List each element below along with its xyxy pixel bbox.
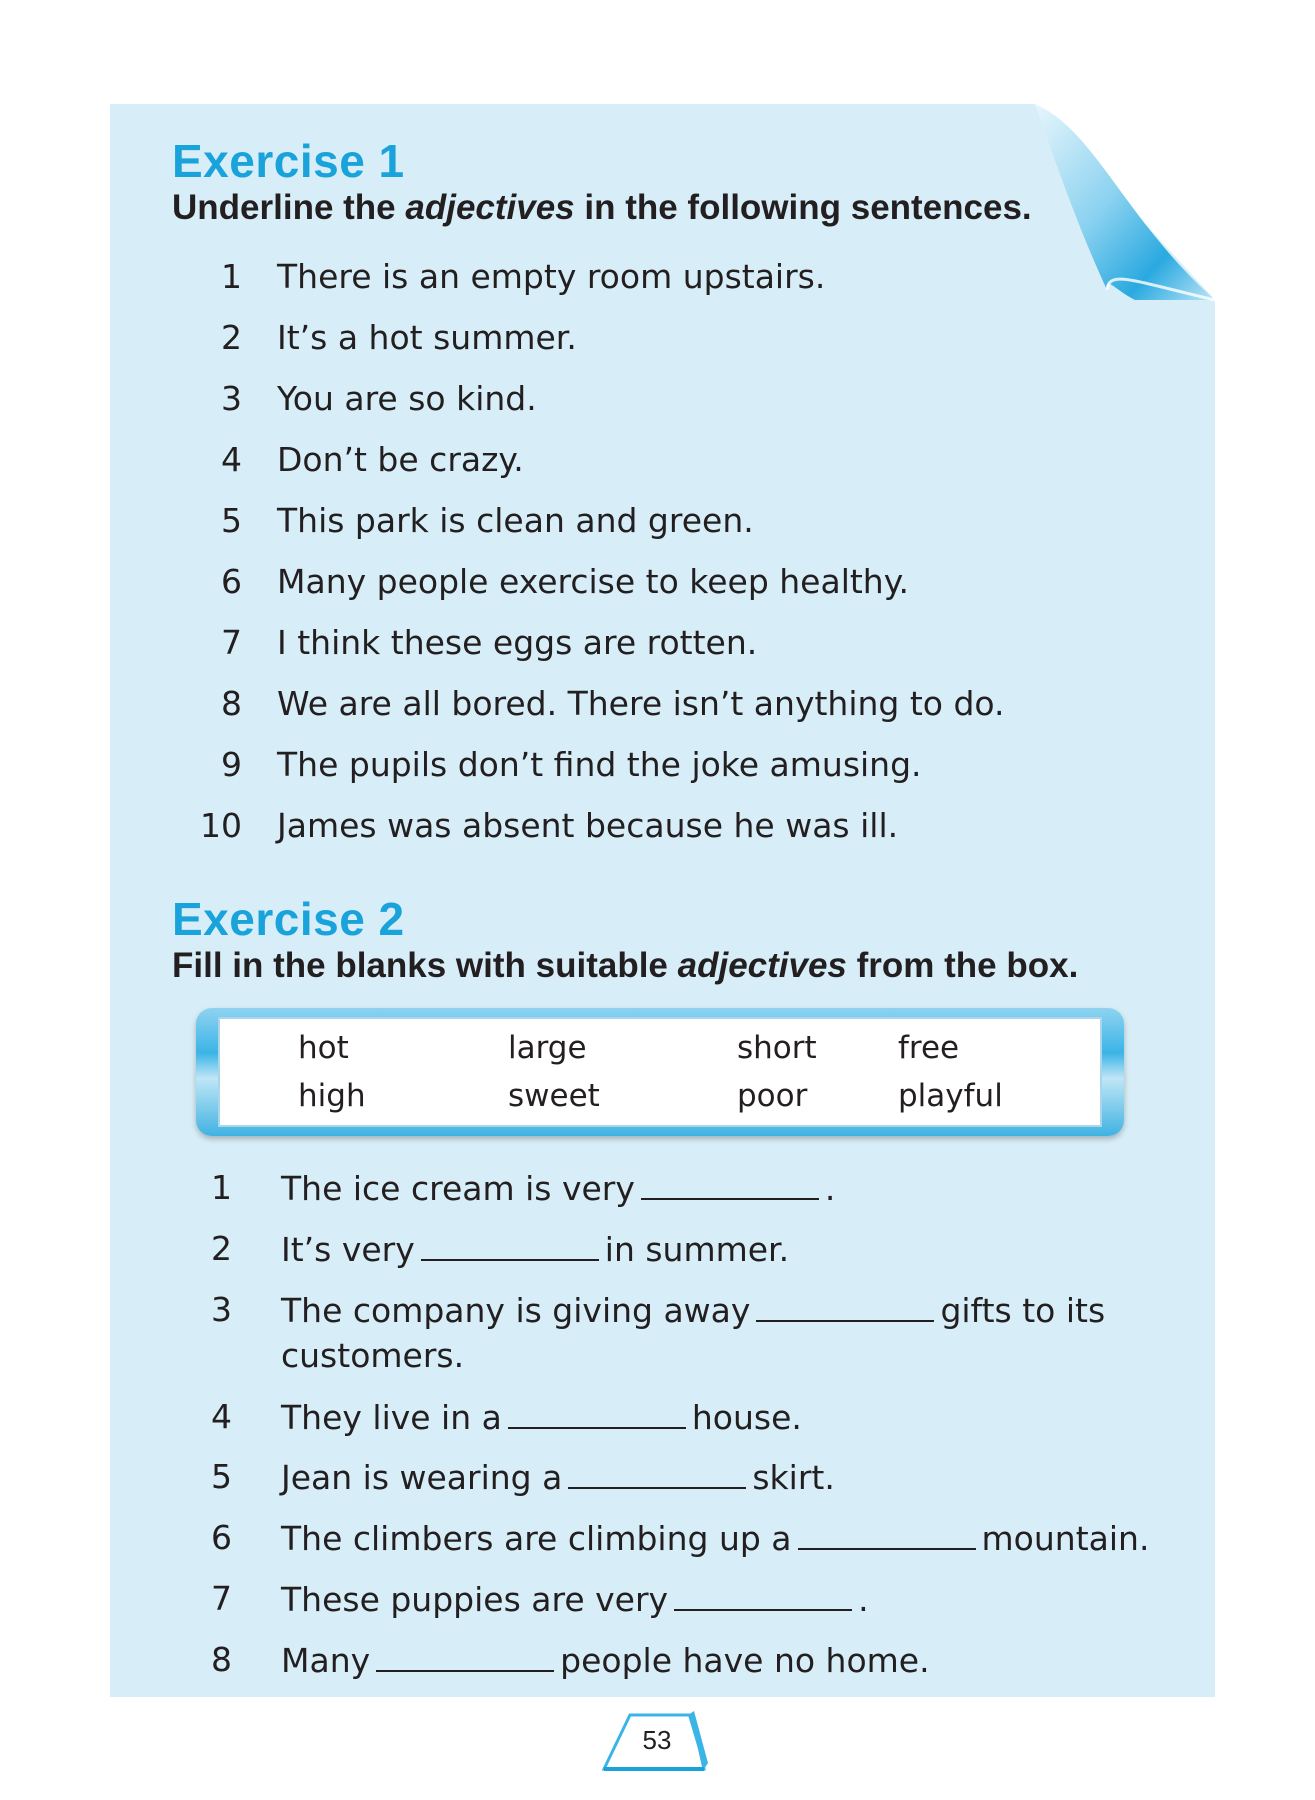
item-number: 6 <box>221 562 242 601</box>
sentence-after-blank: house. <box>691 1398 802 1437</box>
fill-in-sentence <box>281 1290 1105 1331</box>
fill-in-sentence <box>281 1457 835 1498</box>
item-number: 1 <box>221 257 242 296</box>
sentence-after-blank: . <box>858 1580 869 1619</box>
answer-blank[interactable] <box>798 1518 976 1550</box>
item-number: 8 <box>211 1640 232 1679</box>
word-box-item: large <box>508 1030 587 1066</box>
item-number: 3 <box>221 379 242 418</box>
answer-blank[interactable] <box>421 1229 599 1261</box>
answer-blank[interactable] <box>376 1640 554 1672</box>
item-number: 5 <box>211 1457 232 1496</box>
sentence-text: James was absent because he was ill. <box>277 806 899 845</box>
item-number: 7 <box>221 623 242 662</box>
answer-blank[interactable] <box>674 1579 852 1611</box>
sentence-after-blank: . <box>824 1169 836 1208</box>
page-number: 53 <box>642 1725 672 1755</box>
word-box-item: hot <box>298 1030 349 1066</box>
sentence-before-blank: These puppies are very <box>281 1580 669 1619</box>
item-number: 5 <box>221 501 242 540</box>
fill-in-sentence <box>281 1518 1149 1559</box>
sentence-text: The pupils don’t find the joke amusing. <box>277 745 922 784</box>
item-number: 6 <box>211 1518 232 1557</box>
sentence-after-blank: in summer. <box>604 1230 790 1269</box>
item-number: 7 <box>211 1579 232 1618</box>
answer-blank[interactable] <box>508 1397 686 1429</box>
word-box-item: short <box>737 1030 817 1066</box>
sentence-before-blank: Many <box>281 1641 371 1680</box>
word-box-item: playful <box>898 1078 1003 1114</box>
item-number: 1 <box>211 1168 232 1207</box>
sentence-text: You are so kind. <box>277 379 537 418</box>
sentence-text: Don’t be crazy. <box>277 440 524 479</box>
instruction-emphasis: adjectives <box>405 188 575 227</box>
item-number: 10 <box>200 806 242 845</box>
fill-in-sentence <box>281 1229 789 1270</box>
answer-blank[interactable] <box>568 1457 746 1489</box>
instruction-emphasis: adjectives <box>677 946 847 985</box>
item-number: 2 <box>211 1229 232 1268</box>
sentence-before-blank: It’s very <box>281 1230 415 1269</box>
sentence-text: It’s a hot summer. <box>277 318 577 357</box>
answer-blank[interactable] <box>641 1168 819 1200</box>
word-box-item: free <box>898 1030 960 1066</box>
page-curl-corner <box>1035 100 1225 310</box>
sentence-after-blank: gifts to its <box>940 1291 1106 1330</box>
sentence-before-blank: They live in a <box>281 1398 502 1437</box>
word-box-item: poor <box>737 1078 808 1114</box>
sentence-text: We are all bored. There isn’t anything to do. <box>277 684 1005 723</box>
exercise-1-instruction: Underline the adjectives in the following sentences. <box>172 188 1032 227</box>
sentence-before-blank: The company is giving away <box>281 1291 751 1330</box>
page-number-badge <box>600 1705 710 1775</box>
sentence-before-blank: The climbers are climbing up a <box>281 1519 792 1558</box>
sentence-before-blank: The ice cream is very <box>281 1169 635 1208</box>
word-box-item: sweet <box>508 1078 600 1114</box>
sentence-text: This park is clean and green. <box>277 501 754 540</box>
sentence-text: There is an empty room upstairs. <box>277 257 826 296</box>
sentence-after-blank: people have no home. <box>560 1641 930 1680</box>
fill-in-sentence <box>281 1397 802 1438</box>
word-box-item: high <box>298 1078 366 1114</box>
item-number: 2 <box>221 318 242 357</box>
item-number: 3 <box>211 1290 232 1329</box>
item-number: 4 <box>211 1397 232 1436</box>
item-number: 9 <box>221 745 242 784</box>
sentence-text: I think these eggs are rotten. <box>277 623 758 662</box>
item-number: 8 <box>221 684 242 723</box>
word-box <box>196 1008 1124 1136</box>
exercise-2-instruction: Fill in the blanks with suitable adjectives from the box. <box>172 946 1079 985</box>
fill-in-sentence <box>281 1640 930 1681</box>
fill-in-sentence <box>281 1579 869 1620</box>
answer-blank[interactable] <box>756 1290 934 1322</box>
sentence-text: Many people exercise to keep healthy. <box>277 562 910 601</box>
sentence-after-blank: mountain. <box>981 1519 1150 1558</box>
exercise-2-title: Exercise 2 <box>172 893 405 945</box>
exercise-1-title: Exercise 1 <box>172 135 405 187</box>
sentence-continuation: customers. <box>281 1336 465 1375</box>
sentence-after-blank: skirt. <box>752 1458 835 1497</box>
item-number: 4 <box>221 440 242 479</box>
sentence-before-blank: Jean is wearing a <box>281 1458 563 1497</box>
fill-in-sentence <box>281 1168 835 1209</box>
